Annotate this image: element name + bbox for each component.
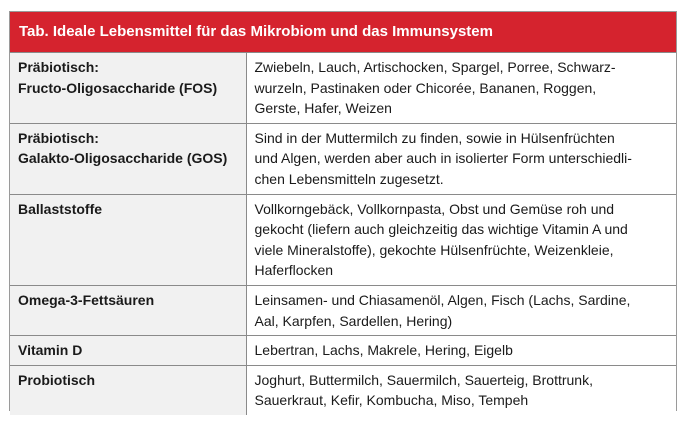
row-value-line: Aal, Karpfen, Sardellen, Hering) <box>254 312 453 329</box>
row-value-line: Leinsamen- und Chiasamenöl, Algen, Fisch (Lachs, Sardine, <box>254 291 631 308</box>
table-row <box>10 123 676 194</box>
row-value-line: Haferflocken <box>254 262 334 279</box>
row-value <box>246 336 676 366</box>
row-value-line: chen Lebensmitteln zugesetzt. <box>254 170 444 187</box>
row-label <box>10 285 246 335</box>
row-value <box>246 365 676 415</box>
table-row <box>10 336 676 366</box>
row-label <box>10 365 246 415</box>
row-value <box>246 53 676 124</box>
row-value <box>246 285 676 335</box>
row-value-line: viele Mineralstoffe), gekochte Hülsenfrüchte, Weizenkleie, <box>254 241 614 258</box>
row-label <box>10 336 246 366</box>
row-label <box>10 123 246 194</box>
table-row <box>10 194 676 285</box>
row-label <box>10 194 246 285</box>
row-value-line: Lebertran, Lachs, Makrele, Hering, Eigelb <box>254 342 513 359</box>
row-label-line: Probiotisch <box>18 371 96 388</box>
row-label-line: Galakto-Oligosaccharide (GOS) <box>18 150 228 167</box>
row-label-line: Ballaststoffe <box>18 200 103 217</box>
row-label-line: Omega-3-Fettsäuren <box>18 291 155 308</box>
row-label-line: Präbiotisch: <box>18 129 99 146</box>
row-value-line: Sind in der Muttermilch zu finden, sowie in Hülsenfrüchten <box>254 129 615 146</box>
row-value <box>246 123 676 194</box>
food-table <box>9 11 677 411</box>
row-value-line: Sauerkraut, Kefir, Kombucha, Miso, Tempeh <box>254 392 529 409</box>
row-value <box>246 194 676 285</box>
table-row <box>10 285 676 335</box>
row-label-line: Vitamin D <box>18 342 83 359</box>
row-label <box>10 53 246 124</box>
row-value-line: wurzeln, Pastinaken oder Chicorée, Bananen, Roggen, <box>254 79 597 96</box>
table-title: Tab. Ideale Lebensmittel für das Mikrobiom und das Immunsystem <box>10 12 676 52</box>
row-value-line: Joghurt, Buttermilch, Sauermilch, Sauerteig, Brottrunk, <box>254 371 593 388</box>
food-table-body <box>10 52 676 415</box>
row-value-line: und Algen, werden aber auch in isolierter Form unterschiedli- <box>254 150 632 167</box>
row-value-line: Zwiebeln, Lauch, Artischocken, Spargel, Porree, Schwarz- <box>254 59 616 75</box>
row-value-line: Vollkorngebäck, Vollkornpasta, Obst und Gemüse roh und <box>254 200 615 217</box>
table-row <box>10 365 676 415</box>
row-value-line: gekocht (liefern auch gleichzeitig das wichtige Vitamin A und <box>254 221 628 238</box>
table-row <box>10 53 676 124</box>
row-label-line: Präbiotisch: <box>18 59 99 75</box>
row-value-line: Gerste, Hafer, Weizen <box>254 100 392 117</box>
row-label-line: Fructo-Oligosaccharide (FOS) <box>18 79 218 96</box>
